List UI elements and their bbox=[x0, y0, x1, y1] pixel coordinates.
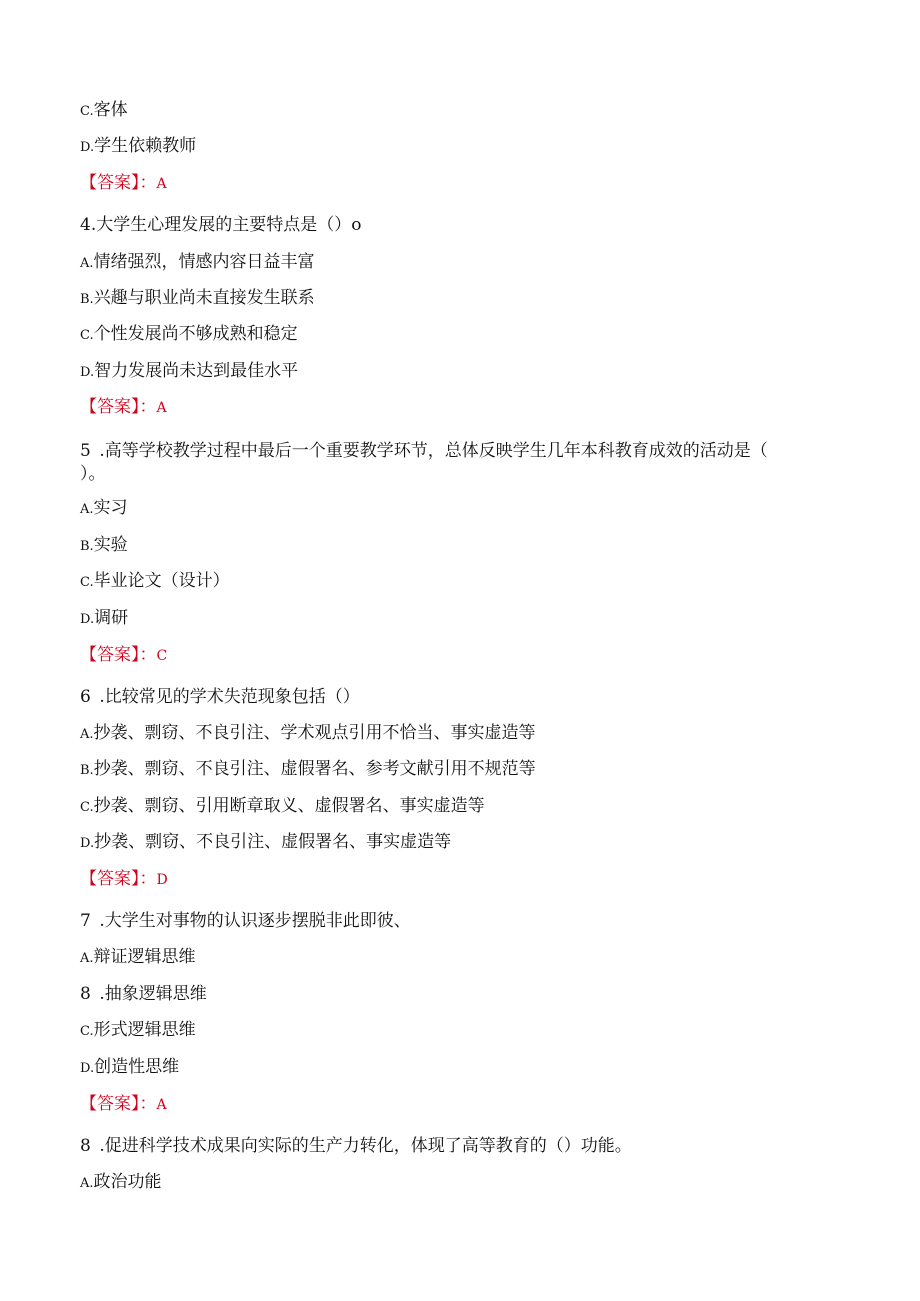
answer-label: 【答案】： bbox=[80, 1094, 157, 1114]
option-text: 个性发展尚不够成熟和稳定 bbox=[93, 324, 298, 344]
option-line bbox=[80, 946, 196, 970]
option-text: 抄袭、剽窃、不良引注、虚假署名、事实虚造等 bbox=[94, 832, 452, 852]
question-text: 4.大学生心理发展的主要特点是（）o bbox=[80, 215, 362, 235]
option-text: 政治功能 bbox=[93, 1172, 162, 1192]
option-label: D. bbox=[80, 365, 95, 380]
option-line bbox=[80, 534, 128, 558]
answer-label: 【答案】： bbox=[80, 869, 157, 889]
option-label: A. bbox=[80, 951, 94, 966]
option-line bbox=[80, 497, 128, 521]
option-line bbox=[80, 722, 536, 746]
answer-letter: D bbox=[156, 872, 168, 888]
option-line bbox=[80, 135, 196, 159]
option-label: C. bbox=[80, 800, 94, 815]
option-line bbox=[80, 1171, 162, 1195]
option-label: C. bbox=[80, 1024, 94, 1039]
option-label: A. bbox=[80, 256, 94, 271]
option-text: 兴趣与职业尚未直接发生联系 bbox=[93, 288, 315, 308]
question-text: 6 .比较常见的学术失范现象包括（） bbox=[80, 687, 360, 707]
option-line bbox=[80, 570, 230, 594]
answer-line bbox=[80, 1093, 167, 1116]
option-line bbox=[80, 360, 298, 384]
option-text: 实验 bbox=[93, 535, 128, 555]
option-label: C. bbox=[80, 328, 94, 343]
option-line bbox=[80, 99, 128, 123]
option-line bbox=[80, 795, 485, 819]
option-label: B. bbox=[80, 539, 94, 554]
option-text: 毕业论文（设计） bbox=[93, 571, 230, 591]
option-text: 形式逻辑思维 bbox=[93, 1020, 196, 1040]
question-text: 7 .大学生对事物的认识逐步摆脱非此即彼、 bbox=[80, 911, 411, 931]
answer-label: 【答案】： bbox=[80, 645, 157, 665]
option-label: D. bbox=[80, 140, 95, 155]
answer-letter: C bbox=[156, 648, 168, 664]
option-line bbox=[80, 831, 451, 855]
answer-letter: A bbox=[156, 176, 167, 192]
option-label: C. bbox=[80, 575, 94, 590]
option-text: 抄袭、剽窃、不良引注、学术观点引用不恰当、事实虚造等 bbox=[93, 723, 536, 743]
option-line bbox=[80, 287, 315, 311]
option-line bbox=[80, 1019, 196, 1043]
option-text: 客体 bbox=[93, 100, 128, 120]
option-label: C. bbox=[80, 104, 94, 119]
answer-letter: A bbox=[156, 1097, 167, 1113]
question-text: 5 .高等学校教学过程中最后一个重要教学环节，总体反映学生几年本科教育成效的活动是（ bbox=[80, 441, 768, 461]
answer-line bbox=[80, 172, 167, 195]
option-label: A. bbox=[80, 502, 94, 517]
option-label: D. bbox=[80, 1061, 95, 1076]
option-text: 智力发展尚未达到最佳水平 bbox=[94, 361, 299, 381]
question-text: ）。 bbox=[80, 464, 106, 484]
option-line bbox=[80, 1056, 179, 1080]
option-label: B. bbox=[80, 763, 94, 778]
option-label: A. bbox=[80, 1176, 94, 1191]
answer-label: 【答案】： bbox=[80, 397, 157, 417]
option-text: 创造性思维 bbox=[94, 1057, 180, 1077]
option-text: 实习 bbox=[93, 498, 128, 518]
question-text: 8 .促进科学技术成果向实际的生产力转化，体现了高等教育的（）功能。 bbox=[80, 1136, 632, 1156]
answer-letter: A bbox=[156, 400, 167, 416]
option-text: 调研 bbox=[94, 608, 129, 628]
option-text: 抄袭、剽窃、引用断章取义、虚假署名、事实虚造等 bbox=[93, 796, 485, 816]
option-label: D. bbox=[80, 612, 95, 627]
option-label: A. bbox=[80, 727, 94, 742]
answer-line bbox=[80, 396, 167, 419]
option-line bbox=[80, 758, 536, 782]
option-text: 抄袭、剽窃、不良引注、虚假署名、参考文献引用不规范等 bbox=[93, 759, 536, 779]
option-text: 情绪强烈，情感内容日益丰富 bbox=[93, 252, 315, 272]
option-text: 辩证逻辑思维 bbox=[93, 947, 196, 967]
option-line bbox=[80, 251, 315, 275]
option-label: D. bbox=[80, 836, 95, 851]
option-label: B. bbox=[80, 292, 94, 307]
option-line bbox=[80, 607, 128, 631]
option-text: 学生依赖教师 bbox=[94, 136, 197, 156]
answer-label: 【答案】： bbox=[80, 173, 157, 193]
question-text: 8 .抽象逻辑思维 bbox=[80, 984, 207, 1004]
answer-line bbox=[80, 868, 168, 891]
answer-line bbox=[80, 644, 167, 667]
option-line bbox=[80, 323, 298, 347]
